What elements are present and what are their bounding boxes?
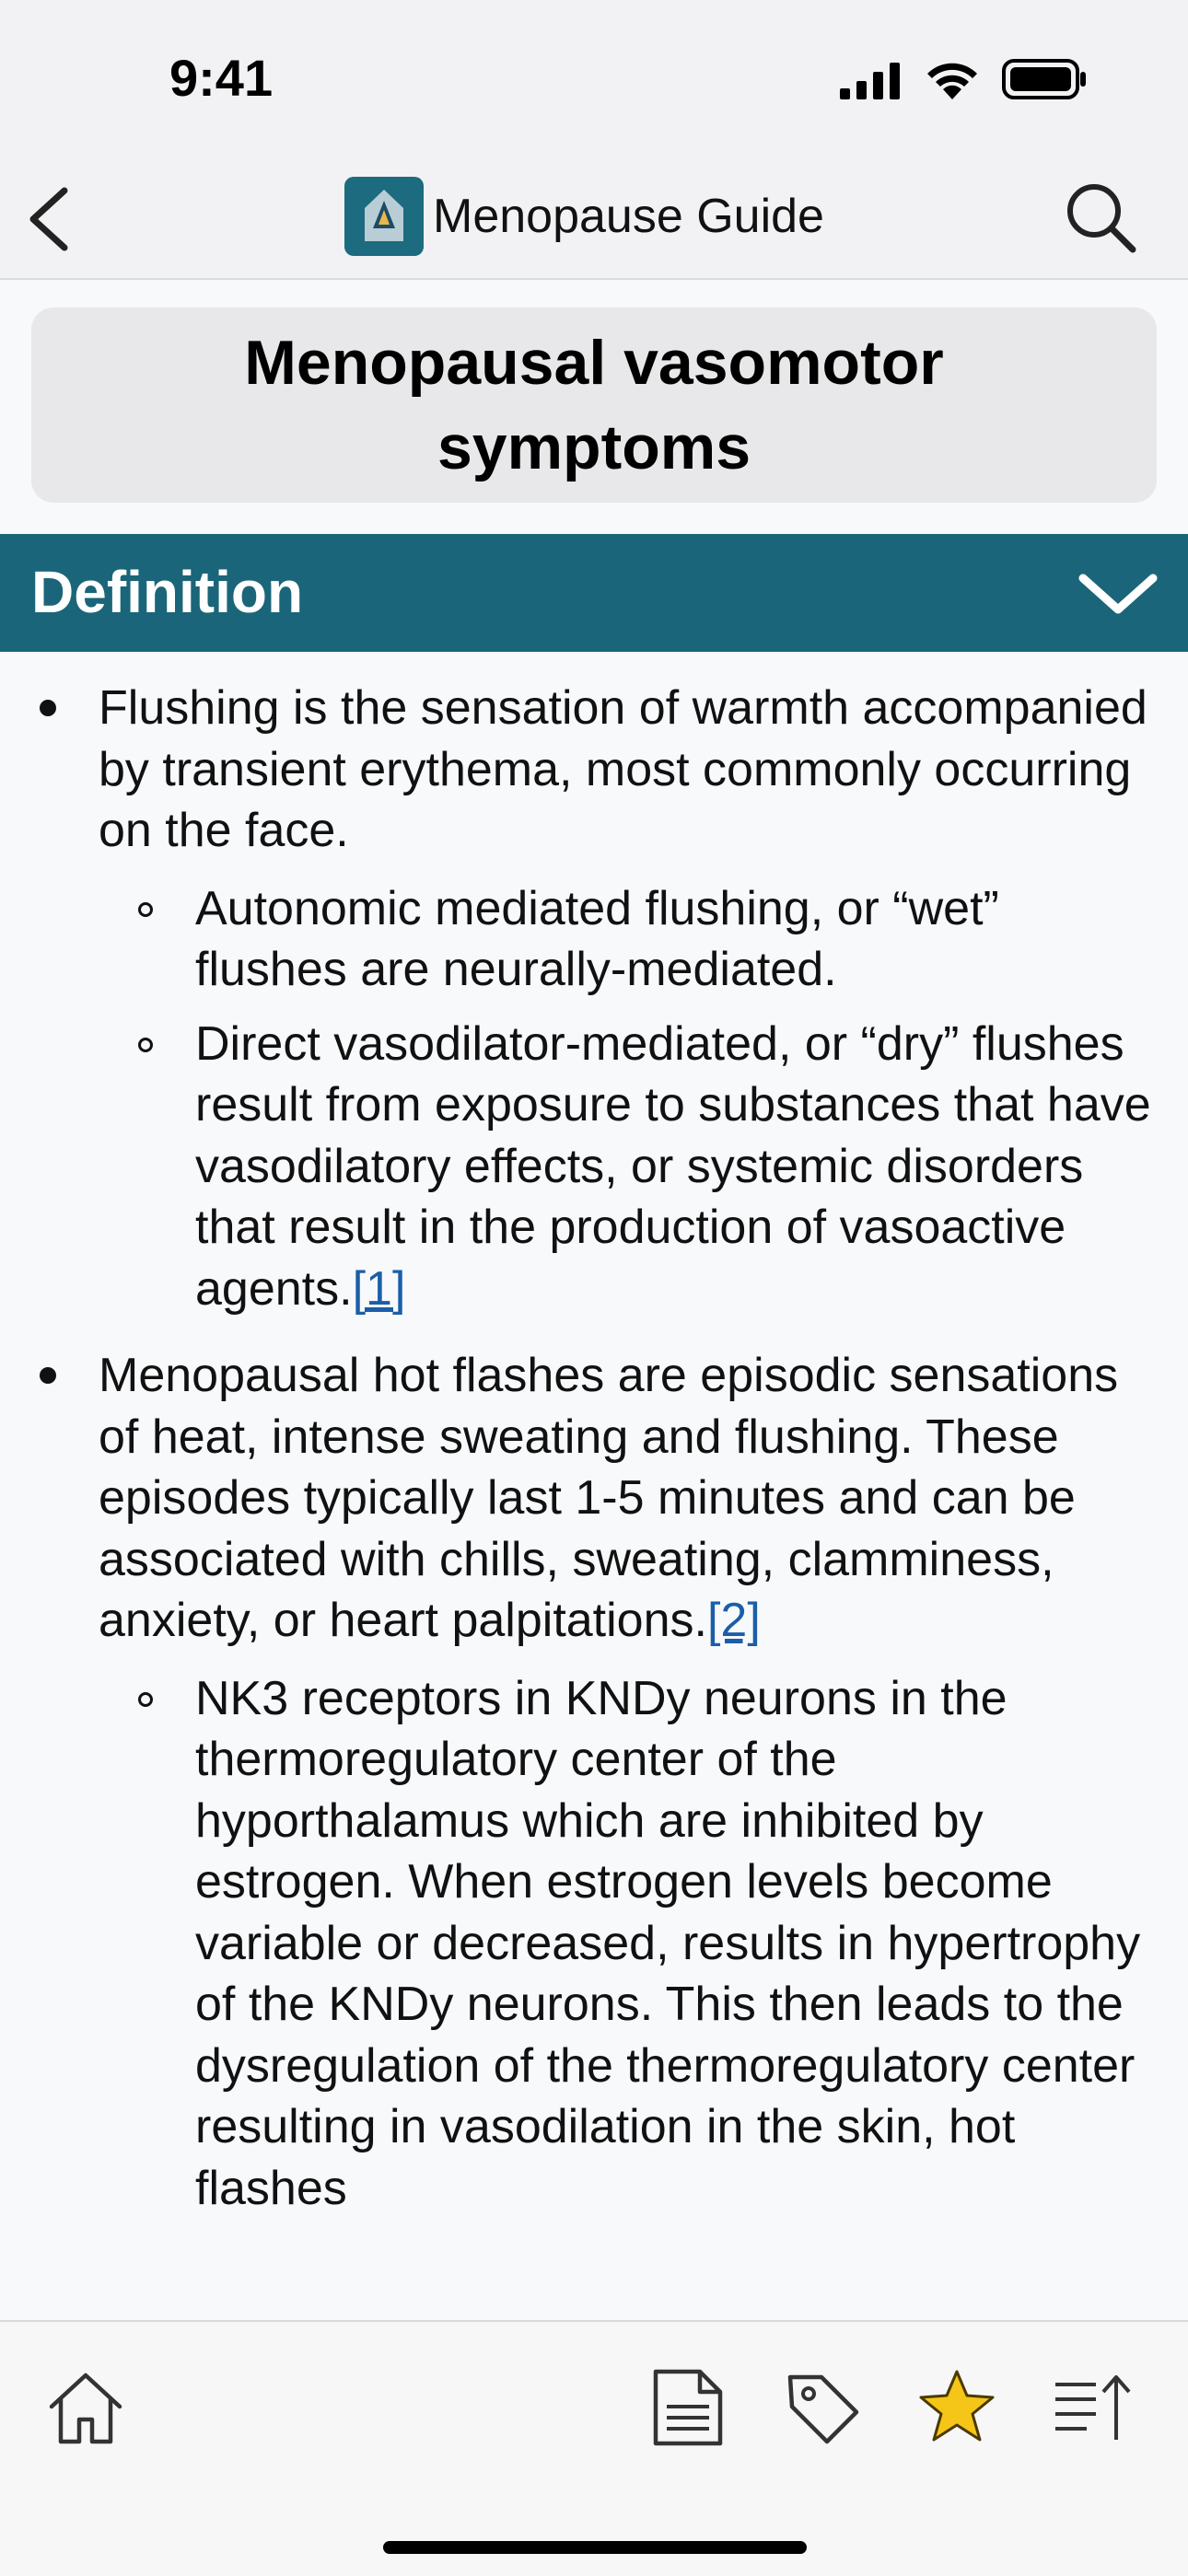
sub-list-item: [0, 1014, 1188, 1320]
section-title: Definition: [31, 559, 304, 625]
citation-link[interactable]: [1]: [352, 1261, 406, 1316]
chevron-left-icon: [20, 178, 87, 261]
bottom-toolbar: [0, 2320, 1188, 2576]
outline-button[interactable]: [1050, 2366, 1133, 2449]
nav-title: Menopause Guide: [433, 190, 824, 243]
tag-button[interactable]: [781, 2366, 864, 2449]
list-item-body: Menopausal hot flashes are episodic sensations of heat, intense sweating and flushing. These episodes typically last 1-5 minutes and can be associated with chills, sweating, clamminess, anxiety, or heart palpitations.: [99, 1349, 1119, 1647]
title-card: [31, 307, 1157, 503]
signal-icon: [840, 63, 901, 99]
list-item-text: [99, 1345, 1158, 1652]
section-header-definition[interactable]: [0, 534, 1188, 652]
sub-list-item: [0, 1668, 1188, 2220]
sub-list-item-text: [195, 878, 1162, 1001]
search-icon: [1059, 176, 1142, 259]
star-icon: [915, 2366, 998, 2449]
home-button[interactable]: [44, 2366, 127, 2449]
sub-bullet-icon: [138, 1038, 153, 1052]
citation-link[interactable]: [2]: [706, 1594, 761, 1647]
sub-list-item-text: [195, 1014, 1162, 1320]
document-button[interactable]: [646, 2366, 729, 2449]
back-button[interactable]: [20, 178, 87, 261]
list-item: [0, 1345, 1188, 1652]
wifi-icon: [925, 59, 980, 99]
bullet-icon: [40, 1367, 56, 1384]
outline-icon: [1050, 2366, 1133, 2449]
section-content: [0, 652, 1188, 2320]
navigation-bar: [0, 161, 1188, 280]
list-item-body: Flushing is the sensation of warmth accompanied by transient erythema, most commonly occurring on the face.: [99, 681, 1147, 857]
home-indicator[interactable]: [383, 2541, 807, 2554]
bullet-icon: [40, 700, 56, 716]
status-bar: [0, 0, 1188, 161]
sub-list-item-text: [195, 1668, 1162, 2220]
sub-list-item-body: NK3 receptors in KNDy neurons in the thermoregulatory center of the hyporthalamus which are inhibited by estrogen. When estrogen levels become variable or decreased, results in hypertrophy of the KNDy neurons. This then leads to the dysregulation of the thermoregulatory center resulting in vasodilation in the skin, hot flashes: [195, 1671, 1141, 2215]
list-item-text: [99, 678, 1158, 862]
home-icon: [44, 2366, 127, 2449]
app-logo-icon: [344, 177, 424, 256]
battery-icon: [1002, 59, 1087, 99]
search-button[interactable]: [1059, 176, 1142, 259]
favorite-button[interactable]: [915, 2366, 998, 2449]
list-item: [0, 678, 1188, 862]
document-icon: [646, 2366, 729, 2449]
sub-list-item-body: Direct vasodilator-mediated, or “dry” flushes result from exposure to substances that have vasodilatory effects, or systemic disorders that result in the production of vasoactive agents.: [195, 1016, 1151, 1316]
page-title: Menopausal vasomotor symptoms: [244, 328, 944, 482]
sub-list-item-body: Autonomic mediated flushing, or “wet” flushes are neurally-mediated.: [195, 881, 999, 996]
sub-bullet-icon: [138, 1692, 153, 1707]
tag-icon: [781, 2366, 864, 2449]
sub-bullet-icon: [138, 902, 153, 917]
status-time: 9:41: [169, 49, 274, 107]
sub-list-item: [0, 878, 1188, 1001]
chevron-down-icon[interactable]: [1076, 567, 1160, 619]
nav-title-group: [344, 170, 824, 262]
